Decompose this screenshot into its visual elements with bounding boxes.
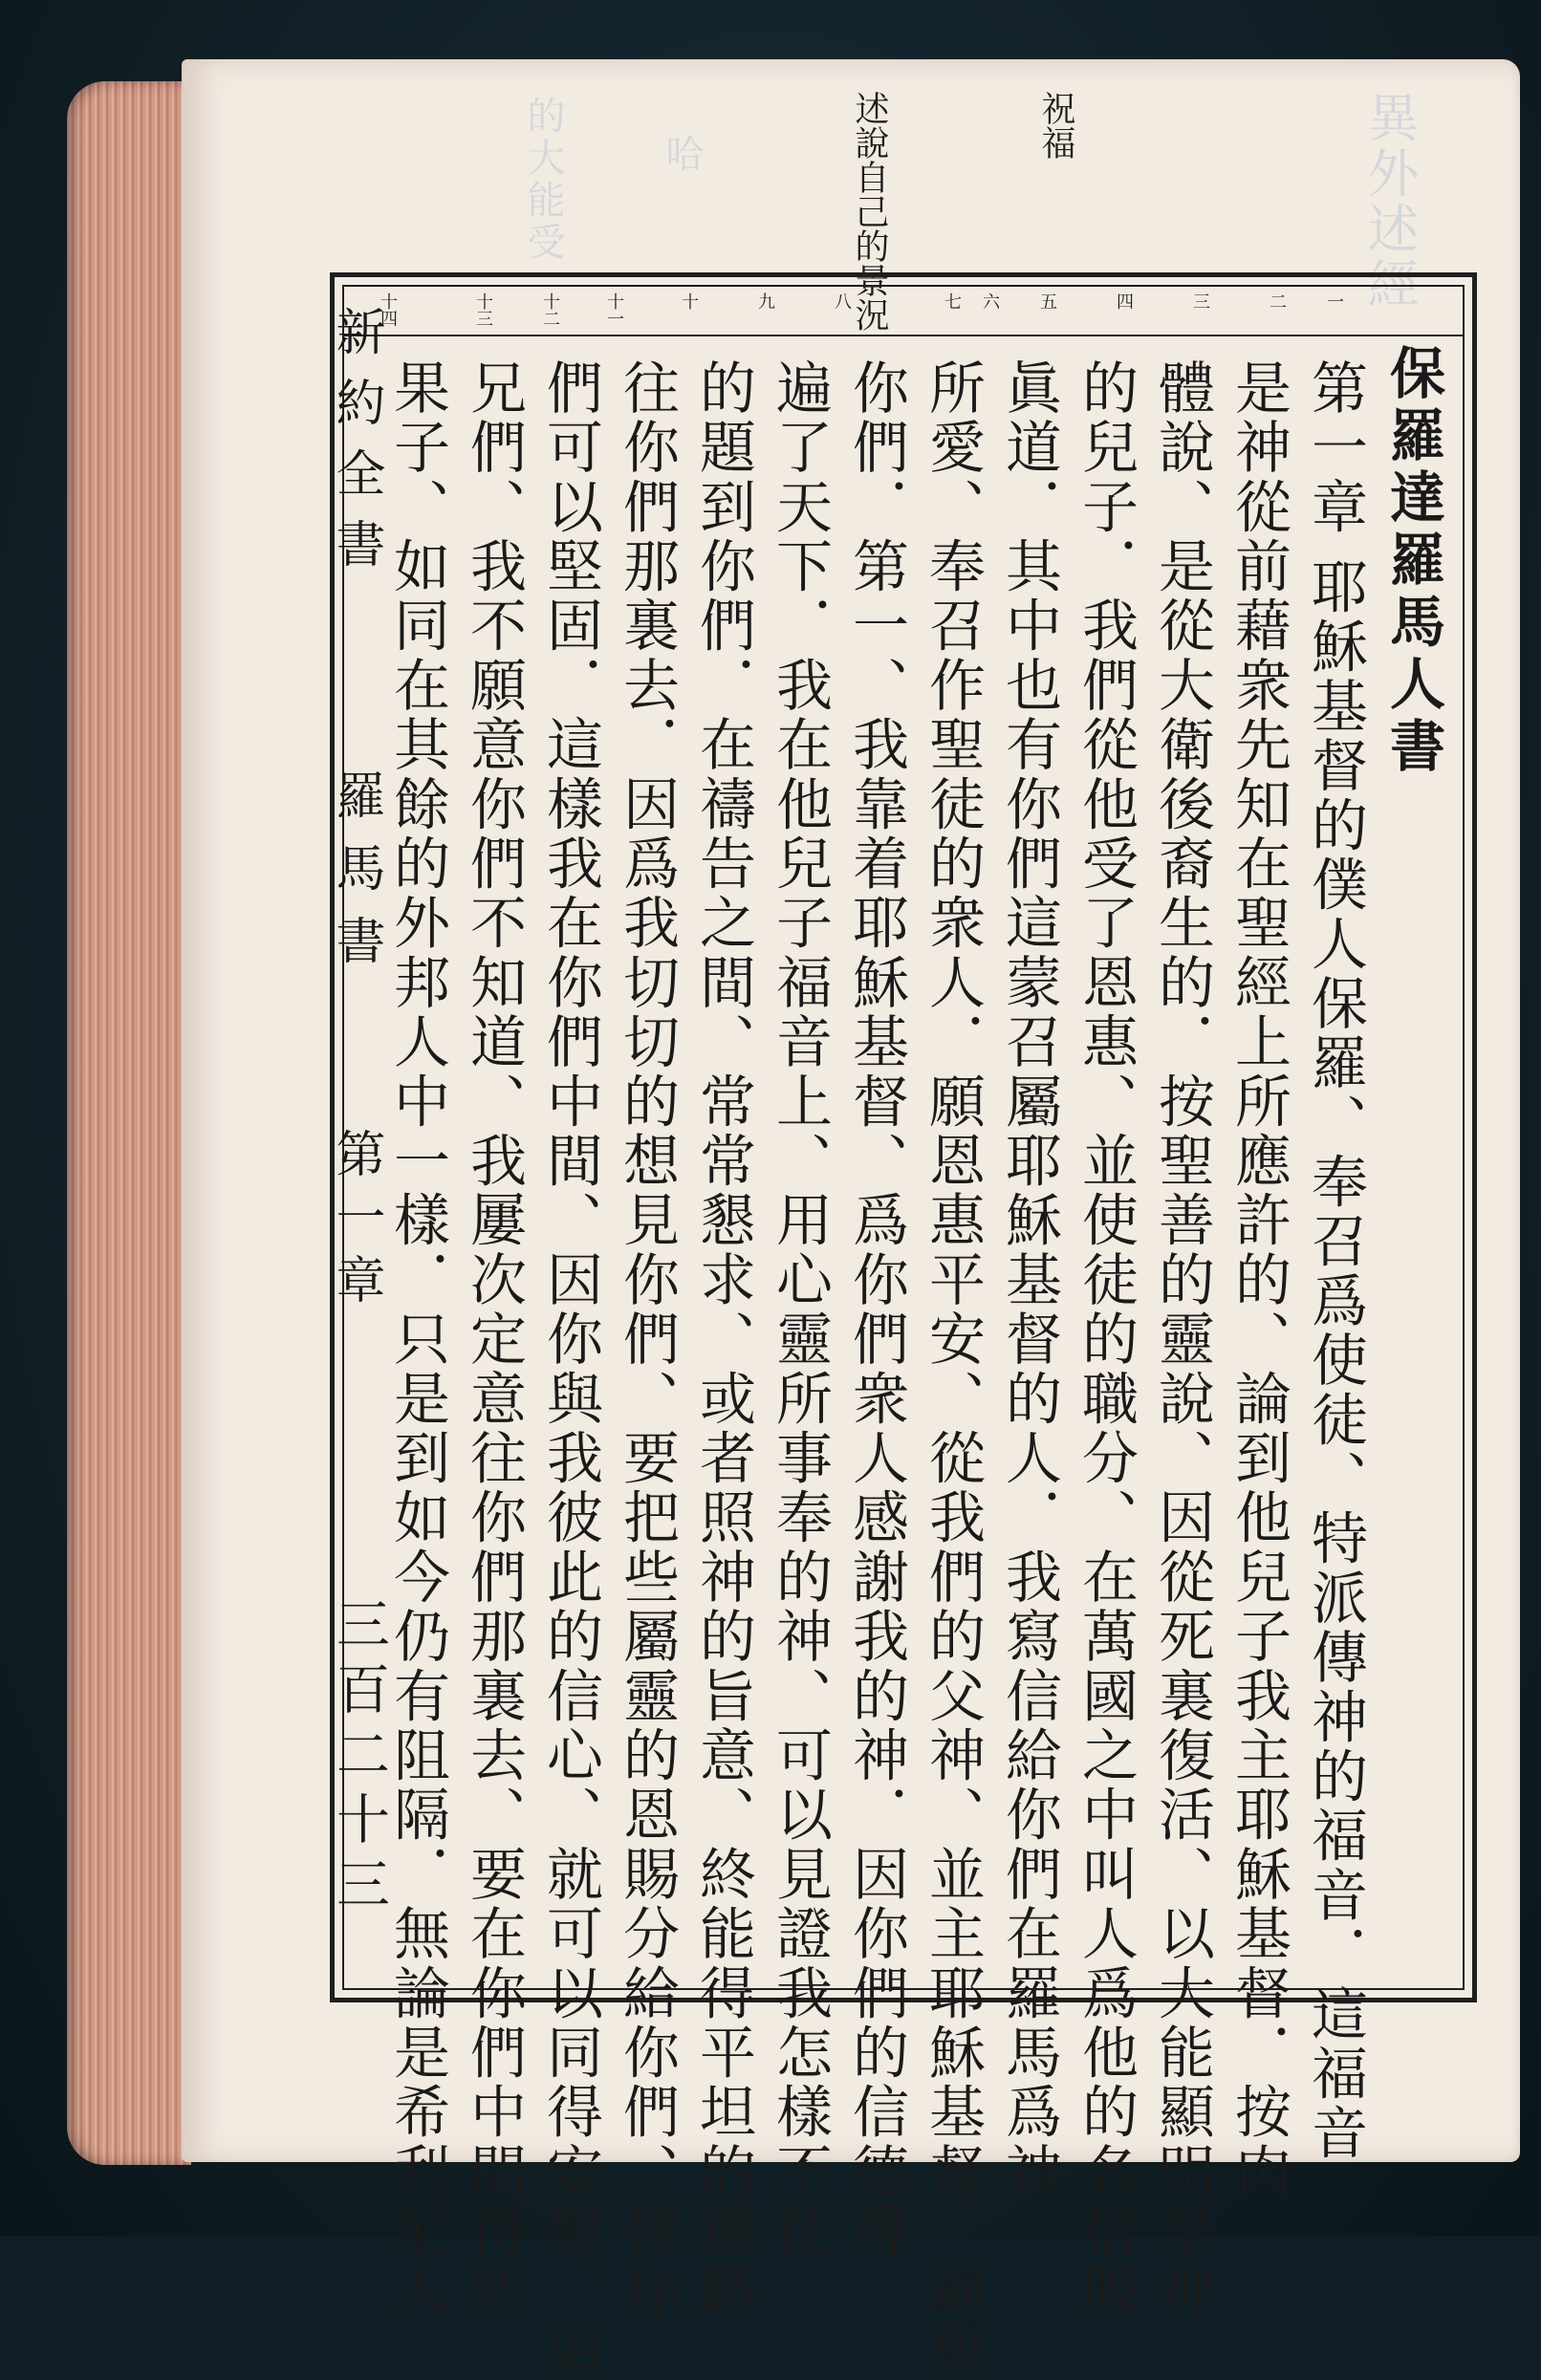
text-column: 遍了天下．我在他兒子福音上、用心靈所事奉的神、可以見證我怎樣不住 bbox=[767, 358, 833, 2261]
verse-number: 十 bbox=[682, 292, 699, 313]
verse-number: 五 bbox=[1040, 292, 1057, 313]
verse-number: 三 bbox=[1193, 292, 1210, 313]
text-frame bbox=[330, 272, 1477, 2380]
text-column: 們可以堅固．這樣我在你們中間、因你與我彼此的信心、就可以同得安慰．弟 bbox=[537, 358, 603, 2380]
text-column: 往你們那裏去．因爲我切切的想見你們、要把些屬靈的恩賜分給你們、使你 bbox=[614, 358, 680, 2321]
verse-number-strip bbox=[344, 287, 1463, 336]
verse-number: 十一 bbox=[607, 292, 624, 330]
page-edges bbox=[67, 81, 191, 2165]
margin-note-circumstances: 述說自己的景況 bbox=[850, 91, 889, 332]
bleed-through-text: 的大能受 bbox=[521, 96, 565, 264]
text-column: 是神從前藉衆先知在聖經上所應許的、論到他兒子我主耶穌基督．按肉 bbox=[1226, 358, 1291, 2202]
page-number: 三百二十三 bbox=[328, 1596, 390, 1921]
book-title: 保羅達羅馬人書 bbox=[1380, 344, 1445, 779]
text-column: 眞道．其中也有你們這蒙召屬耶穌基督的人．我寫信給你們在羅馬爲神 bbox=[996, 358, 1062, 2202]
text-column: 第一章 耶穌基督的僕人保羅、奉召爲使徒、特派傳神的福音．這福音 bbox=[1302, 358, 1368, 2163]
running-header-book: 新約全書 bbox=[327, 306, 384, 589]
margin-note-blessing: 祝福 bbox=[1036, 91, 1075, 160]
verse-number: 二 bbox=[1270, 292, 1287, 313]
text-column: 你們．第一、我靠着耶穌基督、爲你們衆人感謝我的神．因你們的信德傳 bbox=[843, 358, 909, 2261]
verse-number: 八 bbox=[835, 292, 852, 313]
verse-number: 十三 bbox=[476, 292, 493, 330]
text-column: 兄們、我不願意你們不知道、我屢次定意往你們那裏去、要在你們中間得些 bbox=[461, 358, 527, 2321]
verse-number: 四 bbox=[1117, 292, 1134, 313]
running-header-epistle: 羅馬書 bbox=[327, 769, 384, 987]
text-column: 的兒子．我們從他受了恩惠、並使徒的職分、在萬國之中叫人爲他的名信服 bbox=[1073, 358, 1139, 2321]
verse-number: 九 bbox=[758, 292, 775, 313]
verse-number: 十四 bbox=[380, 292, 398, 330]
text-column: 果子、如同在其餘的外邦人中一樣．只是到如今仍有阻隔．無論是希利尼人 bbox=[384, 358, 450, 2321]
verse-number: 十二 bbox=[543, 292, 560, 330]
verse-number: 一 bbox=[1327, 292, 1344, 313]
bleed-through-text: 哈 bbox=[660, 134, 704, 176]
text-column: 體說、是從大衛後裔生的．按聖善的靈說、因從死裏復活、以大能顯明是神 bbox=[1149, 358, 1215, 2321]
text-frame-inner bbox=[342, 285, 1465, 2380]
verse-number: 六 bbox=[983, 292, 1000, 313]
bleed-through-text: 異外述經 bbox=[1359, 91, 1420, 313]
verse-number: 七 bbox=[944, 292, 962, 313]
text-column: 所愛、奉召作聖徒的衆人．願恩惠平安、從我們的父神、並主耶穌基督、歸與 bbox=[920, 358, 986, 2380]
running-header-chapter: 第一章 bbox=[327, 1128, 384, 1317]
text-column: 的題到你們．在禱告之間、常常懇求、或者照神的旨意、終能得平坦的道路 bbox=[690, 358, 756, 2321]
